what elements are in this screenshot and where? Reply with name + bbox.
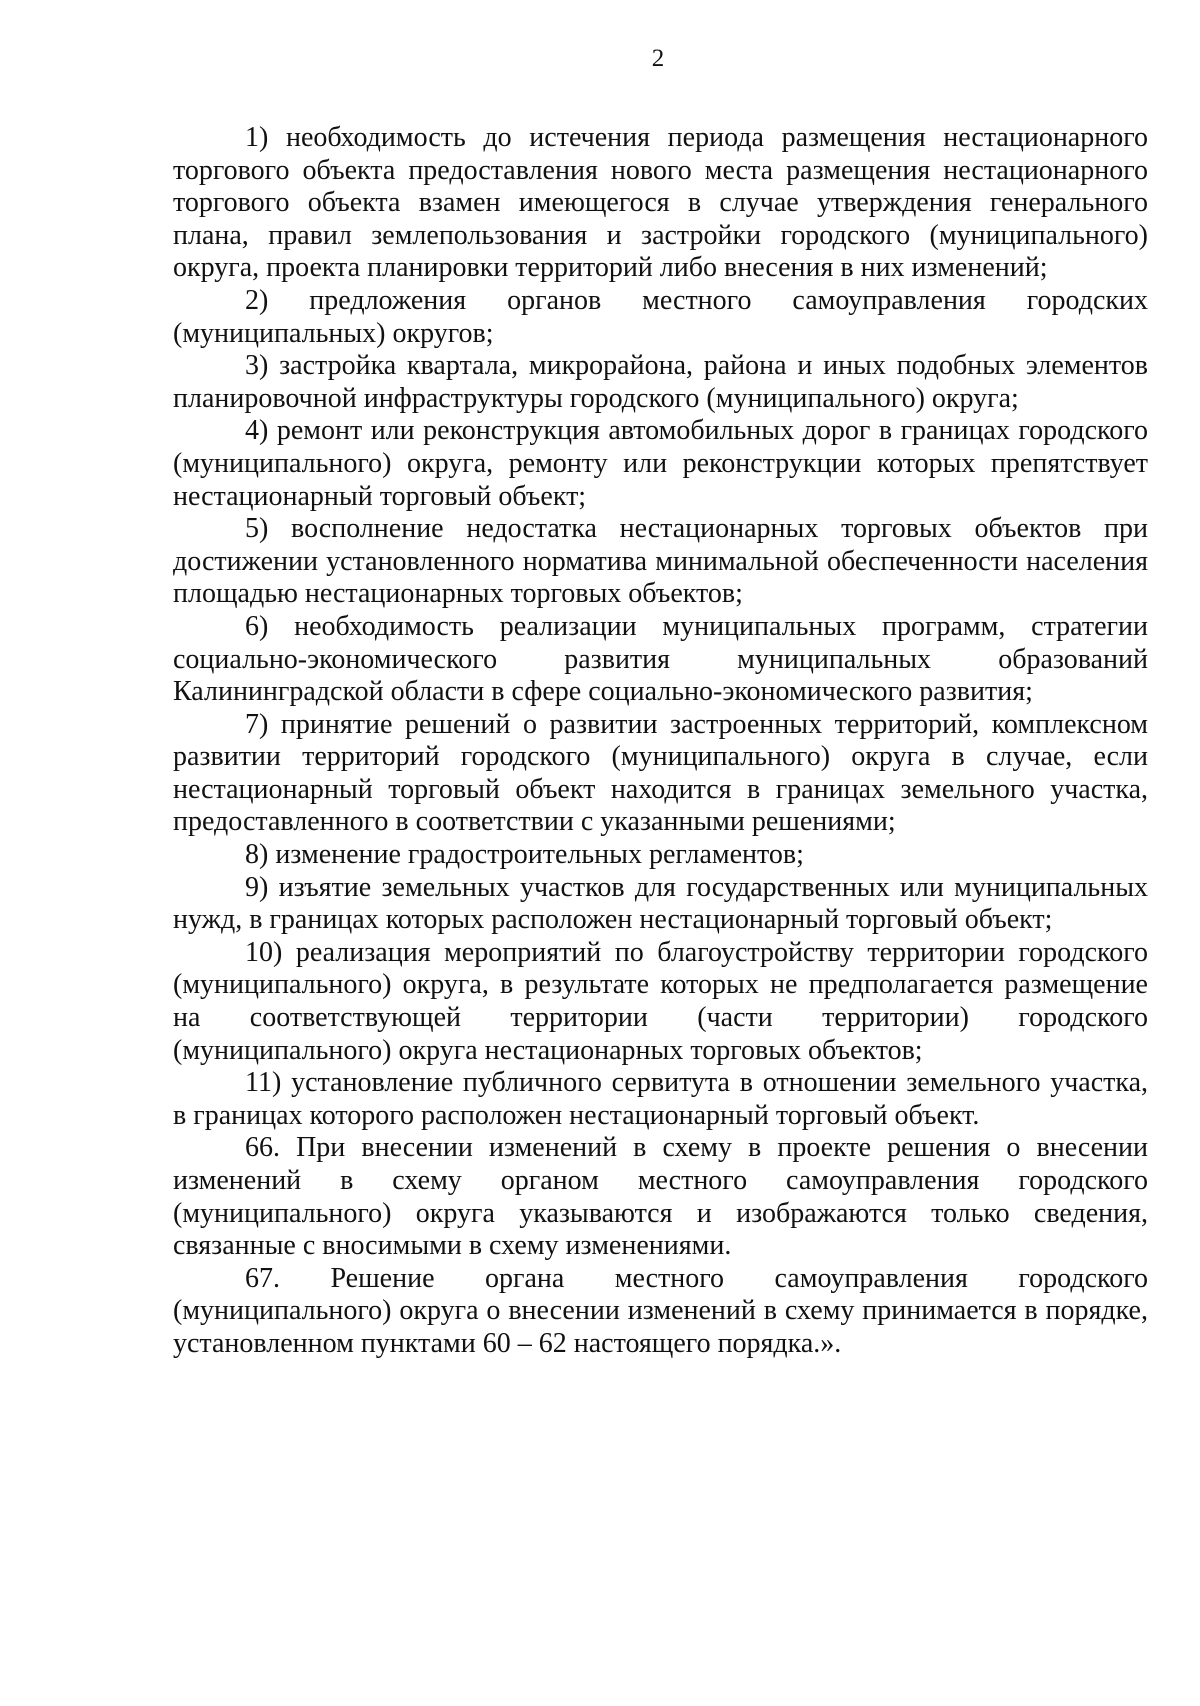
list-item-6: 6) необходимость реализации муниципальных программ, стратегии социально-экономического развития муниципальных образований Калининградской области в сфере социально-экономического развития; — [173, 610, 1148, 708]
clause-67: 67. Решение органа местного самоуправления городского (муниципального) округа о внесении изменений в схему принимается в порядке, установленном пунктами 60 – 62 настоящего порядка.». — [173, 1262, 1148, 1359]
clause-66: 66. При внесении изменений в схему в проекте решения о внесении изменений в схему органом местного самоуправления городского (муниципального) округа указываются и изображаются только сведения, связанные с вносимыми в схему изменениями. — [173, 1132, 1148, 1262]
list-item-9: 9) изъятие земельных участков для государственных или муниципальных нужд, в границах которых расположен нестационарный торговый объект; — [173, 871, 1148, 936]
list-item-7: 7) принятие решений о развитии застроенных территорий, комплексном развитии территорий городского (муниципального) округа в случае, если нестационарный торговый объект находится в границах земельного участка, предоставленного в соответствии с указанными решениями; — [173, 708, 1148, 838]
list-item-3: 3) застройка квартала, микрорайона, района и иных подобных элементов планировочной инфраструктуры городского (муниципального) округа; — [173, 350, 1148, 414]
page-number: 2 — [651, 45, 665, 72]
list-item-1: 1) необходимость до истечения периода размещения нестационарного торгового объекта предоставления нового места размещения нестационарного торгового объекта взамен имеющегося в случае утверждения генерального плана, правил землепользования и застройки городского (муниципального) округа, проекта планировки территорий либо внесения в них изменений; — [173, 122, 1148, 284]
list-item-5: 5) восполнение недостатка нестационарных торговых объектов при достижении установленного норматива минимальной обеспеченности населения площадью нестационарных торговых объектов; — [173, 513, 1148, 610]
list-item-10: 10) реализация мероприятий по благоустройству территории городского (муниципального) округа, в результате которых не предполагается размещение на соответствующей территории (части территории) городского (муниципального) округа нестационарных торговых объектов; — [173, 936, 1148, 1066]
document-body — [173, 122, 1148, 1361]
list-item-4: 4) ремонт или реконструкция автомобильных дорог в границах городского (муниципального) округа, ремонту или реконструкции которых препятствует нестационарный торговый объект; — [173, 415, 1148, 512]
list-item-11: 11) установление публичного сервитута в отношении земельного участка, в границах которого расположен нестационарный торговый объект. — [173, 1067, 1148, 1131]
list-item-8: 8) изменение градостроительных регламентов; — [245, 839, 804, 871]
list-item-2: 2) предложения органов местного самоуправления городских (муниципальных) округов; — [173, 284, 1148, 349]
